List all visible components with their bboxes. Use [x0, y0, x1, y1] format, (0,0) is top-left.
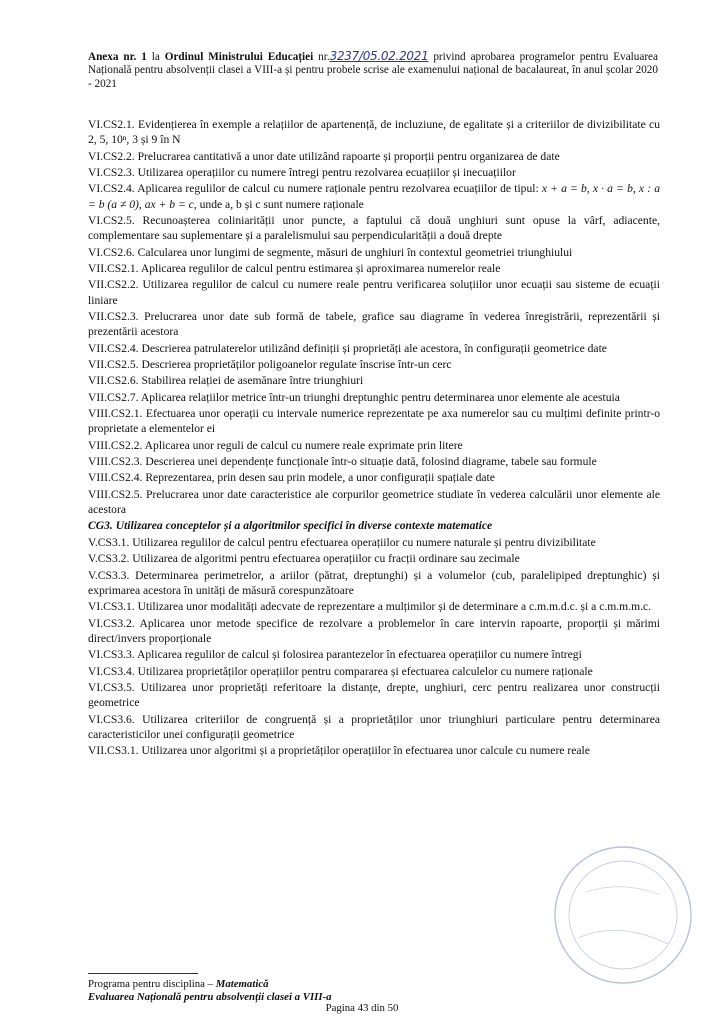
competency-item: VI.CS3.6. Utilizarea criteriilor de congruență și a proprietăților unor triunghiuri particulare pentru determinarea caracteristicilor unei configurații geometrice — [88, 712, 660, 741]
footer-program-line — [88, 978, 648, 991]
competency-item: VIII.CS2.5. Prelucrarea unor date caracteristice ale corpurilor geometrice studiate în vederea calculării unor elemente ale acestora — [88, 487, 660, 517]
competency-item: VII.CS2.4. Descrierea patrulaterelor utilizând definiții și proprietăți ale acestora, în configurații geometrice date — [88, 341, 607, 355]
competency-item: VIII.CS2.3. Descrierea unei dependențe funcționale într-o situație dată, folosind diagrame, tabele sau formule — [88, 455, 597, 469]
competency-item: VI.CS2.3. Utilizarea operațiilor cu numere întregi pentru rezolvarea ecuațiilor și inecuațiilor — [88, 165, 516, 179]
competency-item: VII.CS2.7. Aplicarea relațiilor metrice într-un triunghi dreptunghic pentru determinarea unor elemente ale acestuia — [88, 390, 620, 404]
footer-exam: Evaluarea Națională pentru absolvenții clasei a VIII-a — [88, 991, 332, 1004]
page-number: Pagina 43 din 50 — [325, 1002, 399, 1014]
competency-item: VII.CS2.6. Stabilirea relației de asemănare între triunghiuri — [88, 374, 364, 388]
header-description: privind aprobarea programelor pentru Evaluarea Națională pentru absolvenții clasei a VIII-a și pentru probele scrise ale examenului național de bacalaureat, în anul școlar 2020 - 2021 — [88, 51, 658, 90]
competency-item: VII.CS2.1. Aplicarea regulilor de calcul pentru estimarea și aproximarea numerelor reale — [88, 261, 501, 275]
competency-item-equations — [88, 181, 660, 211]
equations-intro: VI.CS2.4. Aplicarea regulilor de calcul cu numere raționale pentru rezolvarea ecuațiilor de tipul: — [88, 182, 539, 196]
competency-item: V.CS3.2. Utilizarea de algoritmi pentru efectuarea operațiilor cu fracții ordinare sau zecimale — [88, 552, 520, 566]
competency-item: VIII.CS2.4. Reprezentarea, prin desen sau prin modele, a unor configurații spațiale date — [88, 471, 495, 485]
competency-item: VI.CS3.1. Utilizarea unor modalități adecvate de reprezentare a mulțimilor și de determinare a c.m.m.d.c. și a c.m.m.m.c. — [88, 600, 652, 614]
footer-program-prefix: Programa pentru disciplina – — [88, 978, 216, 990]
annex-la: la — [146, 51, 165, 63]
competency-item: VI.CS3.2. Aplicarea unor metode specifice de rezolvare a problemelor în care intervin rapoarte, proporții și mărimi direct/invers proporționale — [88, 616, 660, 645]
document-body — [88, 117, 660, 760]
official-stamp-seal — [548, 840, 698, 990]
competency-item: VI.CS2.2. Prelucrarea cantitativă a unor date utilizând rapoarte și proporții pentru organizarea de date — [88, 149, 560, 163]
competency-item: VI.CS2.1. Evidențierea în exemple a relațiilor de apartenență, de incluziune, de egalitate și a criteriilor de divizibilitate cu 2, 5, 10ⁿ, 3 și 9 în N — [88, 118, 660, 147]
order-nr-label: nr. — [313, 51, 330, 63]
competency-item: VII.CS2.2. Utilizarea regulilor de calcul cu numere reale pentru verificarea soluțiilor unor ecuații sau sisteme de ecuații liniare — [88, 278, 660, 307]
page-footer — [88, 978, 648, 1004]
competency-item: VII.CS3.1. Utilizarea unor algoritmi și a proprietăților operațiilor în efectuarea unor calcule cu numere reale — [88, 744, 590, 758]
competency-item: V.CS3.3. Determinarea perimetrelor, a ariilor (pătrat, dreptunghi) și a volumelor (cub, paralelipiped dreptunghic) și exprimarea acestora în unități de măsură corespunzătoare — [88, 568, 660, 597]
competency-item: VII.CS2.3. Prelucrarea unor date sub formă de tabele, grafice sau diagrame în vederea înregistrării, reprezentării și prezentării acestora — [88, 309, 660, 339]
annex-label: Anexa nr. 1 — [88, 51, 147, 63]
order-number-handwritten: 3237/05.02.2021 — [329, 49, 429, 63]
competency-item: VI.CS2.5. Recunoașterea coliniarității unor puncte, a faptului că două unghiuri sunt opuse la vârf, adiacente, complementare sau suplementare și a paralelismului sau perpendicularității a două drepte — [88, 213, 660, 243]
competency-item: VIII.CS2.1. Efectuarea unor operații cu intervale numerice reprezentate pe axa numerelor sau cu mulțimi definite printr-o proprietate a elementelor ei — [88, 407, 660, 436]
competency-item: VI.CS2.6. Calcularea unor lungimi de segmente, măsuri de unghiuri în contextul geometriei triunghiului — [88, 245, 573, 259]
competency-item: VI.CS3.4. Utilizarea proprietăților operațiilor pentru compararea și efectuarea calculelor cu numere raționale — [88, 664, 593, 678]
competency-item: VIII.CS2.2. Aplicarea unor reguli de calcul cu numere reale exprimate prin litere — [88, 438, 463, 452]
order-title: Ordinul Ministrului Educației — [164, 51, 314, 63]
annex-header — [88, 50, 658, 91]
footer-subject: Matematică — [215, 978, 269, 990]
equations-tail: , unde a, b și c sunt numere raționale — [193, 197, 364, 211]
section-heading-cg3: CG3. Utilizarea conceptelor și a algoritmilor specifici în diverse contexte matematice — [88, 519, 493, 533]
footer-divider — [88, 973, 198, 974]
competency-item: VI.CS3.5. Utilizarea unor proprietăți referitoare la distanțe, drepte, unghiuri, cerc pentru realizarea unor construcții geometrice — [88, 680, 660, 710]
competency-item: VI.CS3.3. Aplicarea regulilor de calcul și folosirea parantezelor în efectuarea operațiilor cu numere întregi — [88, 648, 582, 662]
competency-item: VII.CS2.5. Descrierea proprietăților poligoanelor regulate înscrise într-un cerc — [88, 357, 452, 371]
equations-formula: x + a = b, x · a = b, x : a = b (a ≠ 0), ax + b = c — [88, 182, 660, 211]
competency-item: V.CS3.1. Utilizarea regulilor de calcul pentru efectuarea operațiilor cu numere naturale și pentru divizibilitate — [88, 535, 596, 549]
